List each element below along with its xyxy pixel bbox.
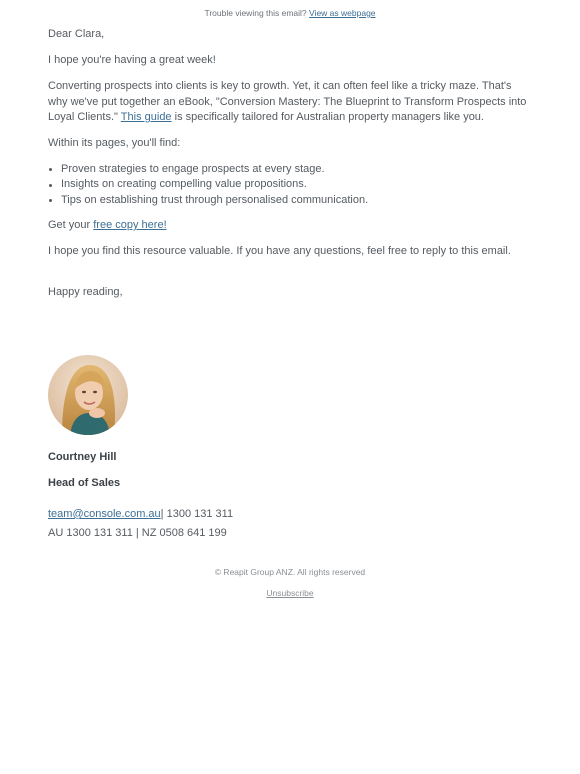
trouble-viewing-text: Trouble viewing this email? [204,8,307,18]
within-pages-text: Within its pages, you'll find: [48,137,181,149]
sign-off: Happy reading, [48,286,123,298]
copyright-text: © Reapit Group ANZ. All rights reserved [214,567,366,577]
contact-line-1 [48,508,233,520]
email-link[interactable]: team@console.com.au [48,508,161,520]
unsubscribe-link[interactable]: Unsubscribe [266,588,314,598]
ebook-text-start: Converting prospects into clients is key to growth. Yet, it can often feel like a tricky maze. That's why we've put together an eBook, "Conversion Mastery: The Blueprint to Transform Prospects into Loyal Clients." [48,80,527,123]
get-copy-prefix: Get your [48,219,94,231]
benefits-list [48,162,528,209]
email-body [48,27,528,301]
unsubscribe-container [0,588,580,598]
closing-paragraph: I hope you find this resource valuable. If you have any questions, feel free to reply to this email. [48,244,511,257]
free-copy-link[interactable]: free copy here! [93,219,167,231]
contact-line-2: AU 1300 131 311 | NZ 0508 641 199 [48,527,227,539]
avatar-photo [48,355,128,435]
ebook-paragraph [48,79,528,126]
this-guide-link[interactable]: This guide [120,111,172,123]
signature-role: Head of Sales [48,477,121,489]
list-item: Proven strategies to engage prospects at every stage. [61,162,528,178]
signature-name: Courtney Hill [48,451,117,463]
phone-number: | 1300 131 311 [160,508,234,520]
get-copy-paragraph [48,218,528,234]
list-item: Tips on establishing trust through personalised communication. [61,193,528,209]
view-online-bar [0,8,580,18]
list-item: Insights on creating compelling value propositions. [61,177,528,193]
ebook-text-end: is specifically tailored for Australian property managers like you. [171,111,484,123]
avatar [48,355,128,435]
greeting: Dear Clara, [48,28,105,40]
intro-paragraph: I hope you're having a great week! [48,54,216,66]
view-as-webpage-link[interactable]: View as webpage [309,8,376,18]
